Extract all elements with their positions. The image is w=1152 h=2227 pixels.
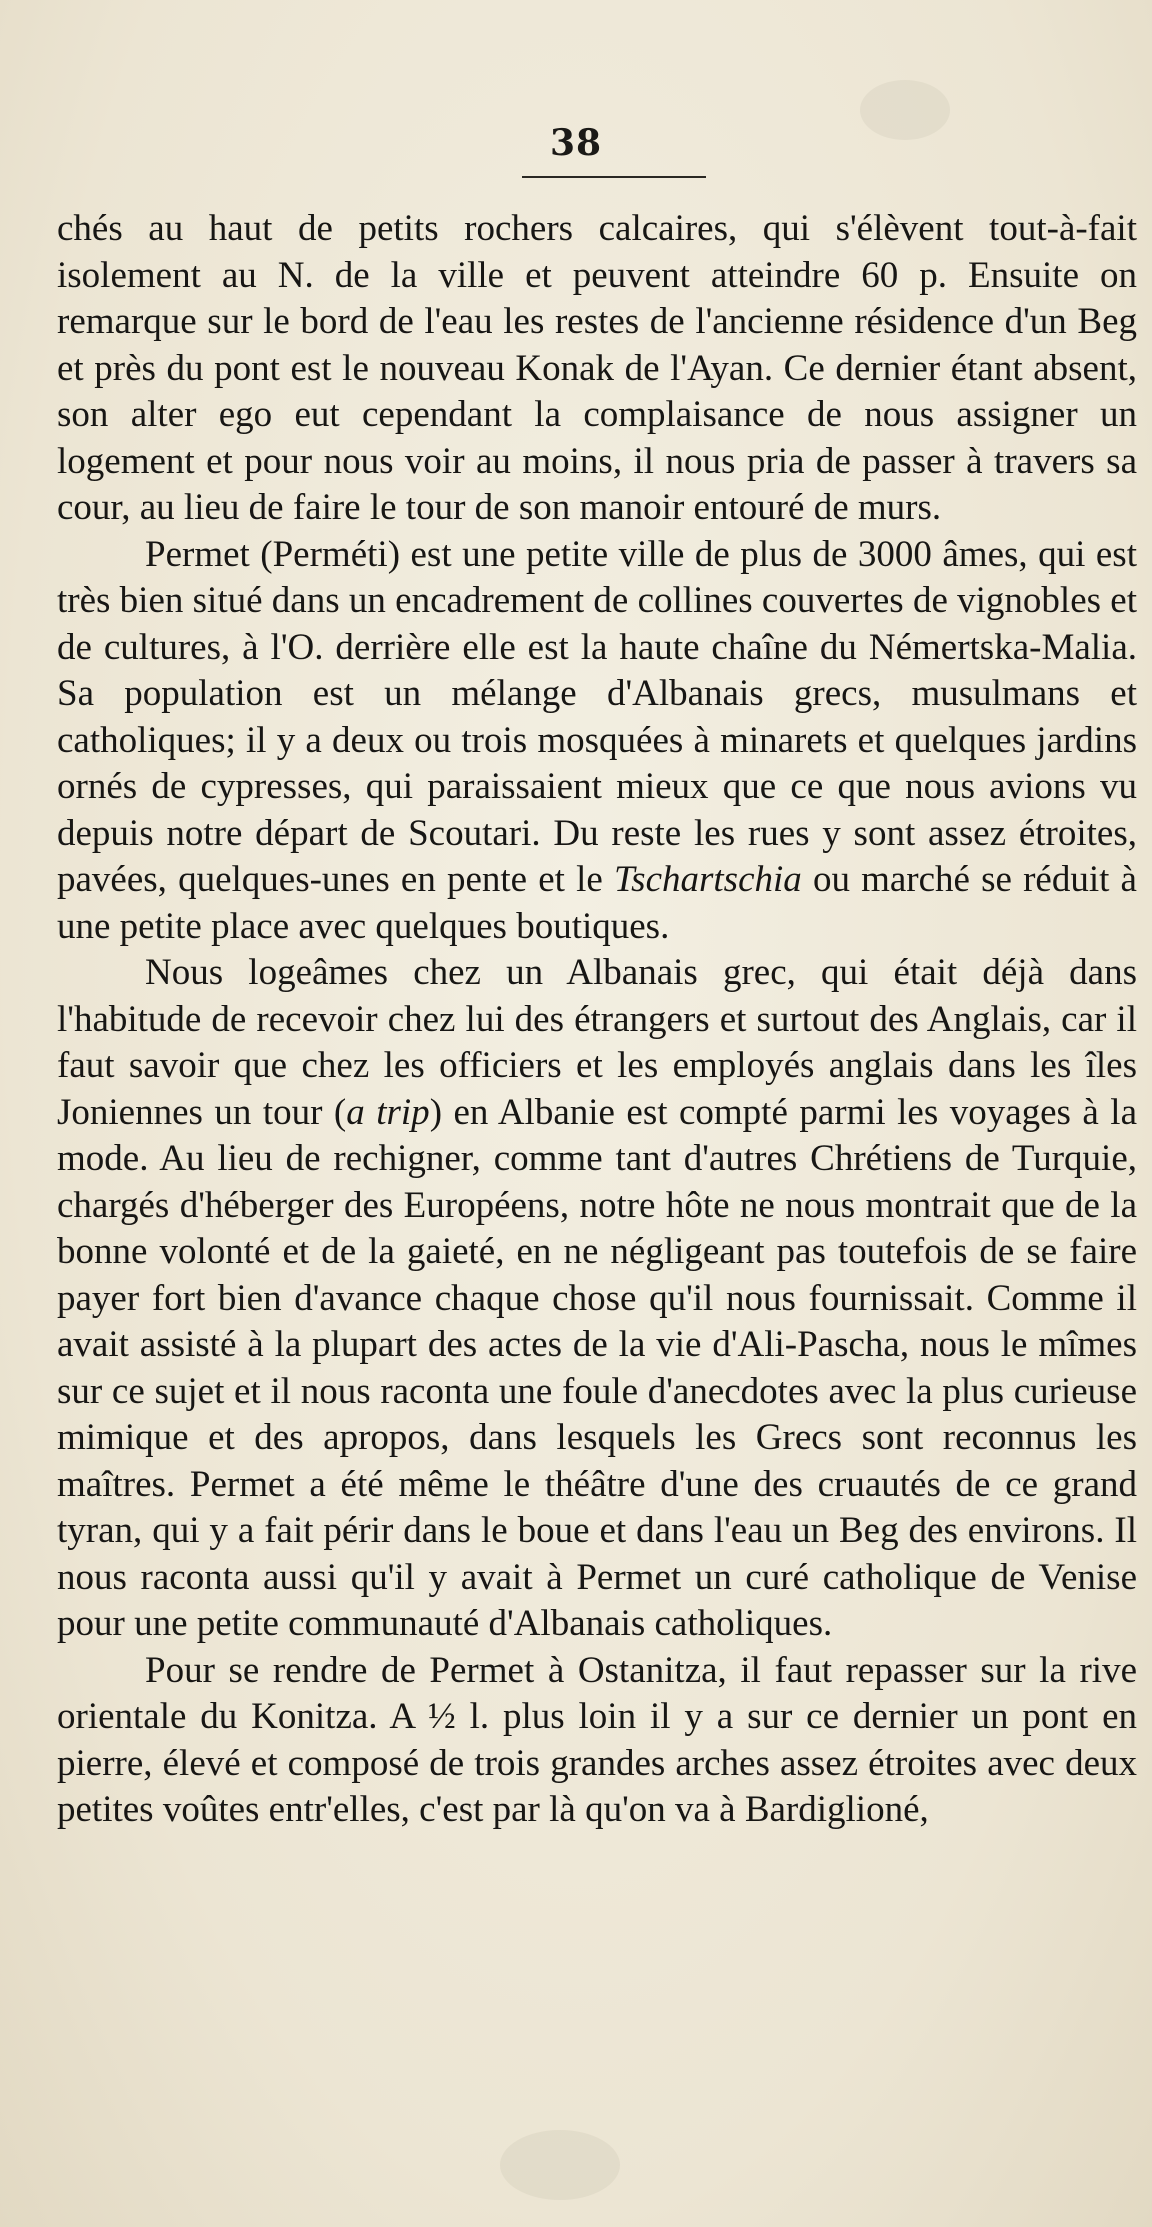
paragraph-1: chés au haut de petits rochers calcaires, qui s'élèvent tout-à-fait isolement au N. de la ville et peuvent atteindre 60 p. Ensuite on remarque sur le bord de l'eau les restes de l'ancienne résidence d'un Beg et près du pont est le nouveau Konak de l'Ayan. Ce dernier étant absent, son alter ego eut cependant la complaisance de nous assigner un logement et pour nous voir au moins, il nous pria de passer à travers sa cour, au lieu de faire le tour de son manoir entouré de murs. [57, 208, 1137, 528]
paragraph-2-text-b: ou marché se réduit à une petite place avec quelques boutiques. [57, 859, 1137, 947]
page-number: 38 [549, 122, 603, 164]
paragraph-3 [57, 950, 1137, 1648]
header-rule [522, 176, 706, 178]
paragraph-4: Pour se rendre de Permet à Ostanitza, il faut repasser sur la rive orientale du Konitza. A ½ l. plus loin il y a sur ce dernier un pont en pierre, élevé et composé de trois grandes arches assez étroites avec deux petites voûtes entr'elles, c'est par là qu'on va à Bardiglioné, [57, 1649, 1137, 1830]
paper-stain [500, 2130, 620, 2200]
paragraph-2-italic: Tschartschia [613, 859, 802, 900]
paragraph-3-italic: a trip [346, 1091, 430, 1133]
paragraph-2-text-a: Permet (Perméti) est une petite ville de plus de 3000 âmes, qui est très bien situé dans un encadrement de collines couvertes de vignobles et de cultures, à l'O. derrière elle est la haute chaîne du Némertska-Malia. Sa population est un mélange d'Albanais grecs, musulmans et catholiques; il y a deux ou trois mosquées à minarets et quelques jardins ornés de cypresses, qui paraissaient mieux que ce que nous avions vu depuis notre départ de Scoutari. Du reste les rues y sont assez étroites, pavées, quelques-unes en pente et le [57, 533, 1137, 900]
paragraph-3-text-a: Nous logeâmes chez un Albanais grec, qui était déjà dans l'habitude de recevoir chez lui des étrangers et surtout des Anglais, car il faut savoir que chez les officiers et les employés anglais dans les îles Joniennes un tour ( [57, 952, 1137, 1133]
body-text [57, 206, 1137, 1834]
paragraph-2 [57, 532, 1137, 951]
paragraph-3-text-b: ) en Albanie est compté parmi les voyages à la mode. Au lieu de rechigner, comme tant d'autres Chrétiens de Turquie, chargés d'héberger des Européens, notre hôte ne nous montrait que de la bonne volonté et de la gaieté, en ne négligeant pas toutefois de se faire payer fort bien d'avance chaque chose qu'il nous fournissait. Comme il avait assisté à la plupart des actes de la vie d'Ali-Pascha, nous le mîmes sur ce sujet et il nous raconta une foule d'anecdotes avec la plus curieuse mimique et des apropos, dans lesquels les Grecs sont reconnus les maîtres. Permet a été même le théâtre d'une des cruautés de ce grand tyran, qui y a fait périr dans le boue et dans l'eau un Beg des environs. Il nous raconta aussi qu'il y avait à Permet un curé catholique de Venise pour une petite communauté d'Albanais catholiques. [57, 1091, 1137, 1644]
